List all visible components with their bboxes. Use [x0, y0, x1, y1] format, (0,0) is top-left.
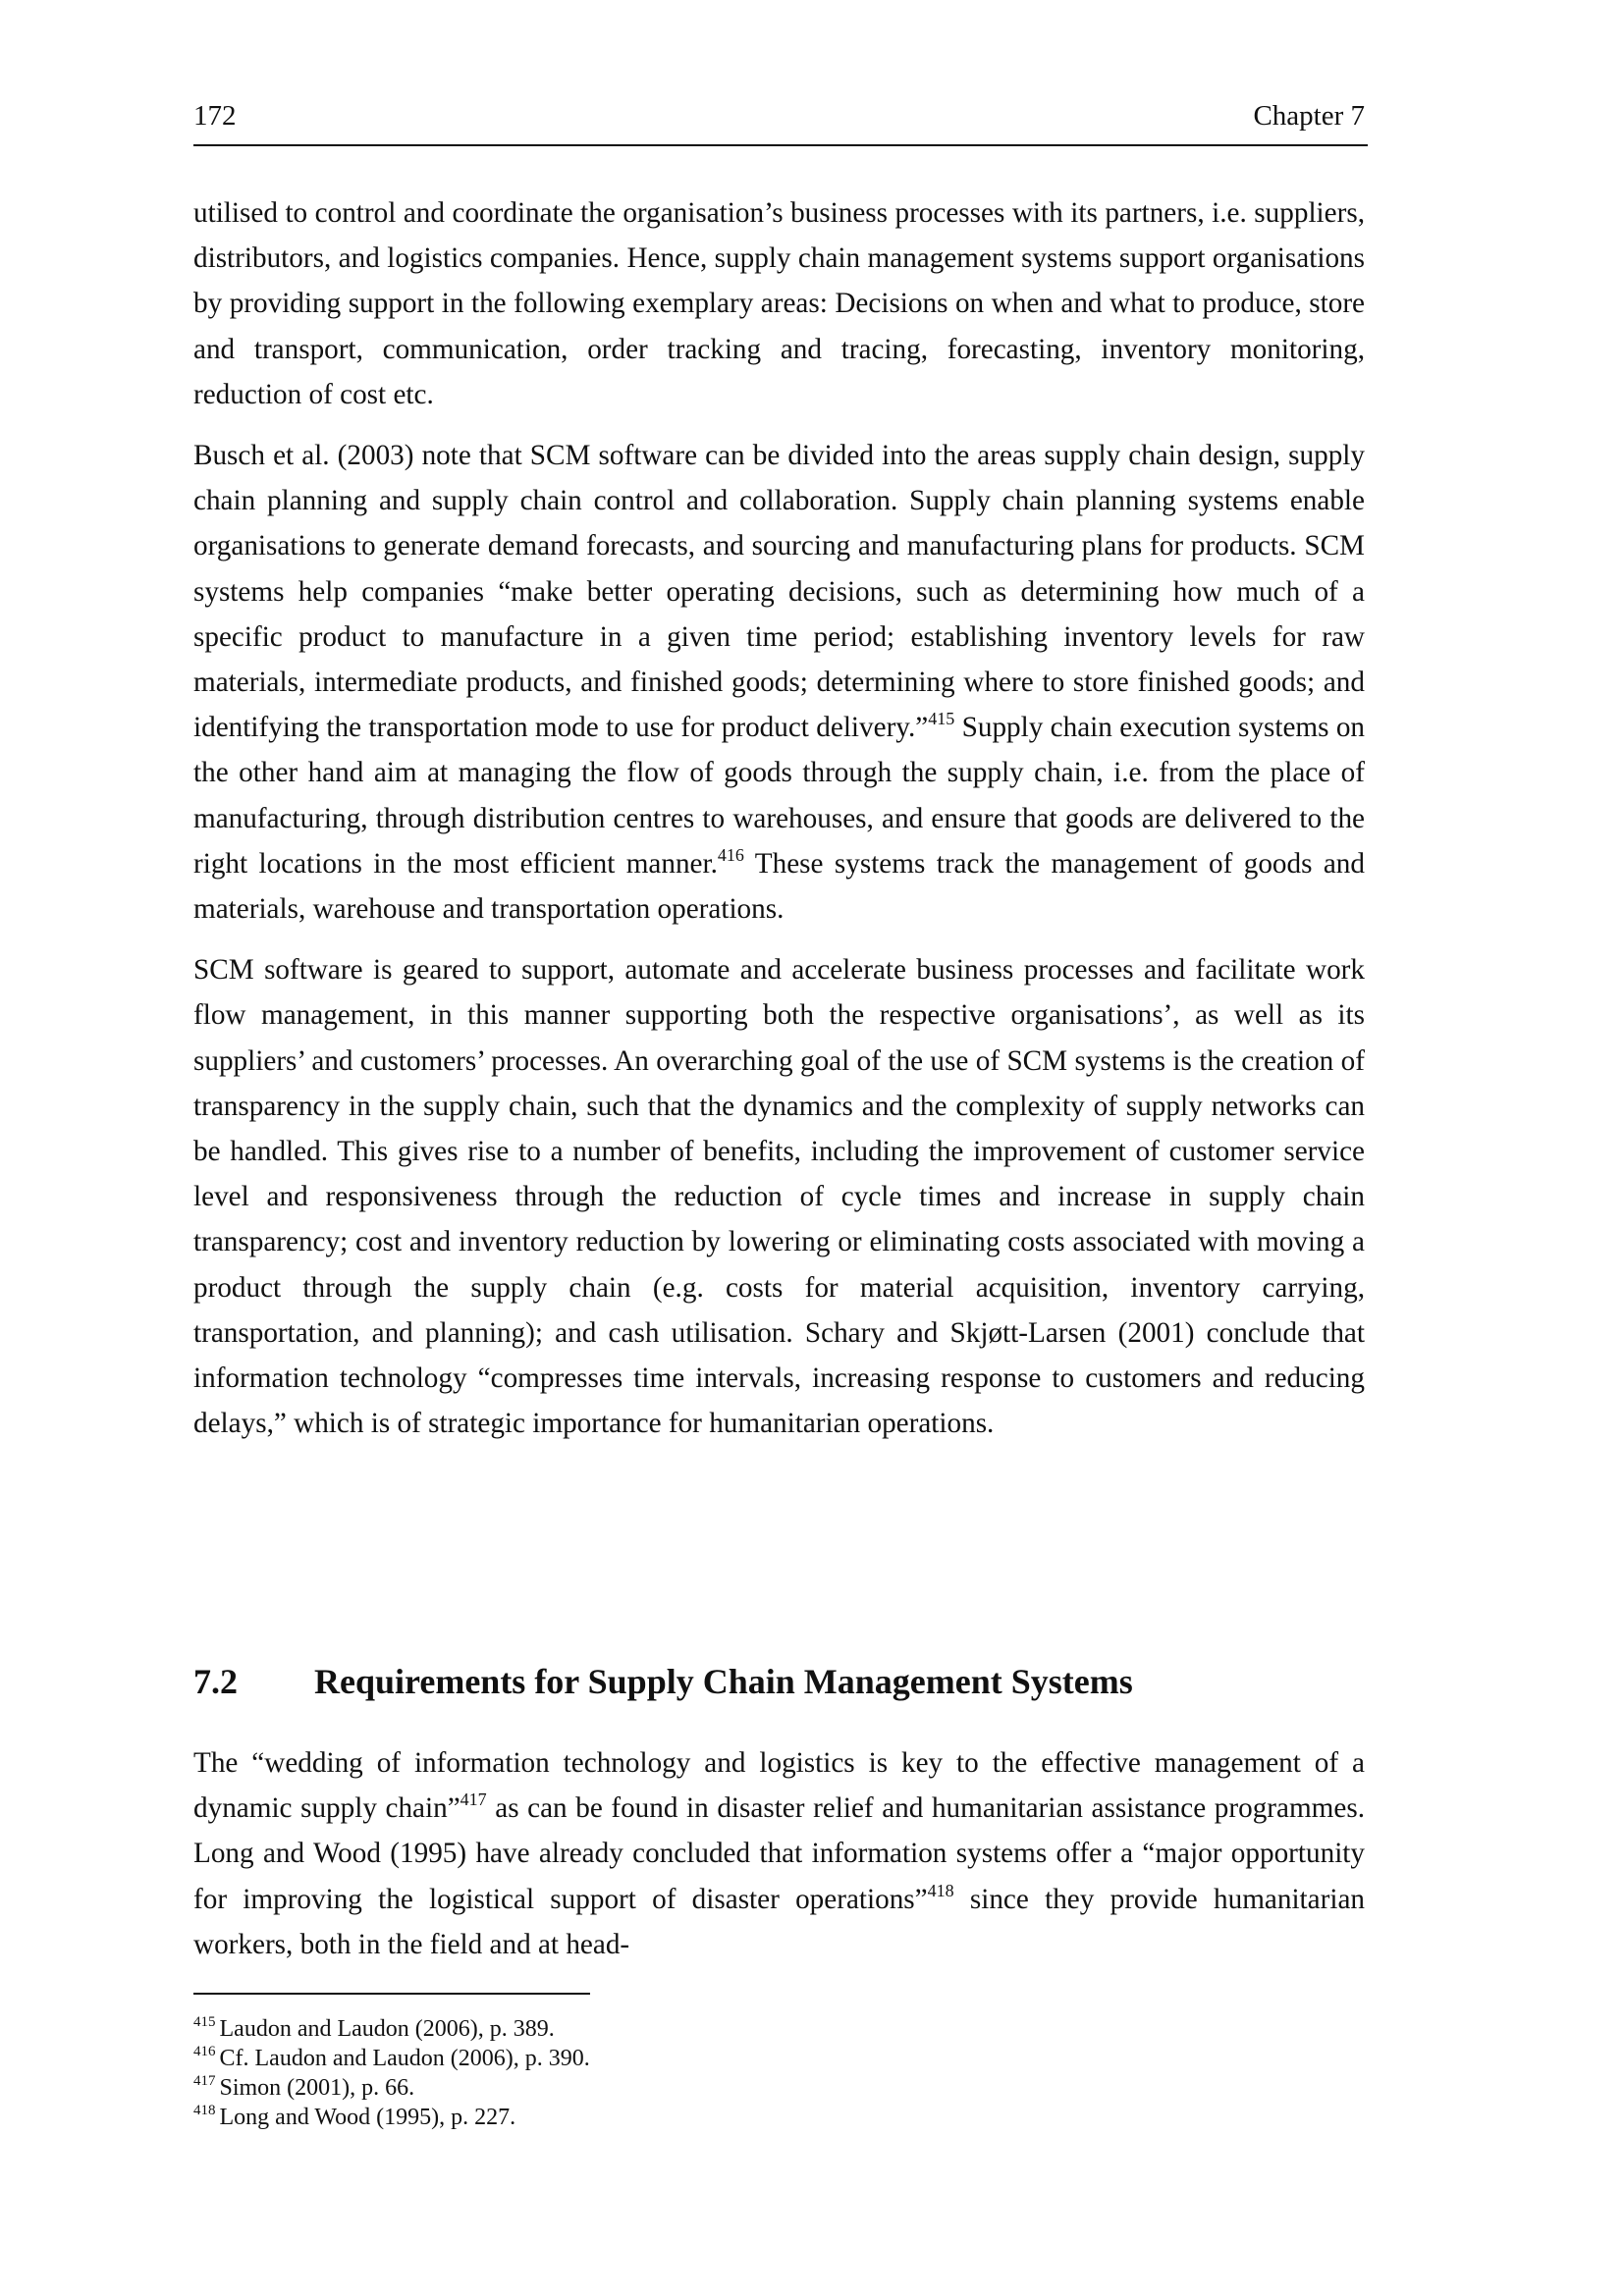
footnote-418: [193, 2103, 1077, 2132]
paragraph-4: [193, 1740, 1365, 1967]
footnote-text: Laudon and Laudon (2006), p. 389.: [219, 2016, 555, 2042]
footnote-416: [193, 2044, 1077, 2073]
paragraph-2-text-b: Supply chain execution systems on the other hand aim at managing the flow of goods through the supply chain, i.e. from the place of manufacturing, through distribution centres to warehouses, and ensure that goods are delivered to the right locations in the most efficient manner.: [193, 712, 1366, 880]
footnote-text: Simon (2001), p. 66.: [219, 2075, 415, 2101]
footnote-rule: [193, 1993, 590, 1995]
paragraph-2-text-a: Busch et al. (2003) note that SCM software can be divided into the areas supply chain design, supply chain planning and supply chain control and collaboration. Supply chain planning systems enable organisations to generate demand forecasts, and sourcing and manufacturing plans for products. SCM systems help companies “make better operating decisions, such as determining how much of a specific product to manufacture in a given time period; establishing inventory levels for raw materials, intermediate products, and finished goods; determining where to store finished goods; and identifying the transportation mode to use for product delivery.”: [193, 440, 1365, 744]
page-number: 172: [193, 100, 237, 132]
paragraph-1: utilised to control and coordinate the organisation’s business processes with its partners, i.e. suppliers, distributors, and logistics companies. Hence, supply chain management systems support organisations by providing support in the following exemplary areas: Decisions on when and what to produce, store and transport, communication, order tracking and tracing, forecasting, inventory monitoring, reduction of cost etc.: [193, 197, 1365, 410]
footnote-415: [193, 2014, 1077, 2044]
footnote-text: Long and Wood (1995), p. 227.: [219, 2105, 516, 2130]
chapter-label: Chapter 7: [1253, 100, 1365, 132]
paragraph-4-text-a: The “wedding of information technology and logistics is key to the effective management of a dynamic supply chain”: [193, 1747, 1365, 1825]
paragraph-2-text-c: These systems track the management of goods and materials, warehouse and transportation operations.: [193, 847, 1365, 926]
footnote-mark: 416: [193, 2044, 216, 2059]
footnote-mark: 415: [193, 2014, 216, 2030]
footnote-ref-416[interactable]: 416: [717, 844, 744, 865]
paragraph-2: [193, 433, 1365, 932]
paragraph-3: SCM software is geared to support, automate and accelerate business processes and facilitate work flow management, in this manner supporting both the respective organisations’, as well as its suppliers’ and customers’ processes. An overarching goal of the use of SCM systems is the creation of transparency in the supply chain, such that the dynamics and the complexity of supply networks can be handled. This gives rise to a number of benefits, including the improvement of customer service level and responsiveness through the reduction of cycle times and increase in supply chain transparency; cost and inventory reduction by lowering or eliminating costs associated with moving a product through the supply chain (e.g. costs for material acquisition, inventory carrying, transportation, and planning); and cash utilisation. Schary and Skjøtt-Larsen (2001) conclude that information technology “compresses time intervals, increasing response to customers and reducing delays,” which is of strategic importance for humanitarian operations.: [193, 954, 1365, 1440]
footnote-417: [193, 2073, 1077, 2103]
section-number: 7.2: [193, 1662, 238, 1701]
footnote-ref-417[interactable]: 417: [460, 1789, 487, 1810]
footnote-ref-415[interactable]: 415: [928, 709, 955, 729]
section-heading: [193, 1657, 1365, 1706]
paragraph-4-text-c: since they provide humanitarian workers, both in the field and at head-: [193, 1883, 1365, 1960]
paragraph-4-text-b: as can be found in disaster relief and humanitarian assistance programmes. Long and Wood (1995) have already concluded that information systems offer a “major opportunity for improving the logistical support of disaster operations”: [193, 1792, 1365, 1915]
section-body: [193, 1740, 1365, 1967]
running-header: [193, 96, 1368, 135]
footnotes: [193, 2014, 1077, 2132]
footnote-mark: 417: [193, 2073, 216, 2089]
footnote-text: Cf. Laudon and Laudon (2006), p. 390.: [219, 2046, 590, 2071]
footnote-ref-418[interactable]: 418: [927, 1880, 954, 1900]
section-title: Requirements for Supply Chain Management Systems: [314, 1662, 1133, 1701]
main-body: [193, 190, 1365, 1462]
footnote-mark: 418: [193, 2103, 216, 2118]
header-rule: [193, 144, 1368, 146]
